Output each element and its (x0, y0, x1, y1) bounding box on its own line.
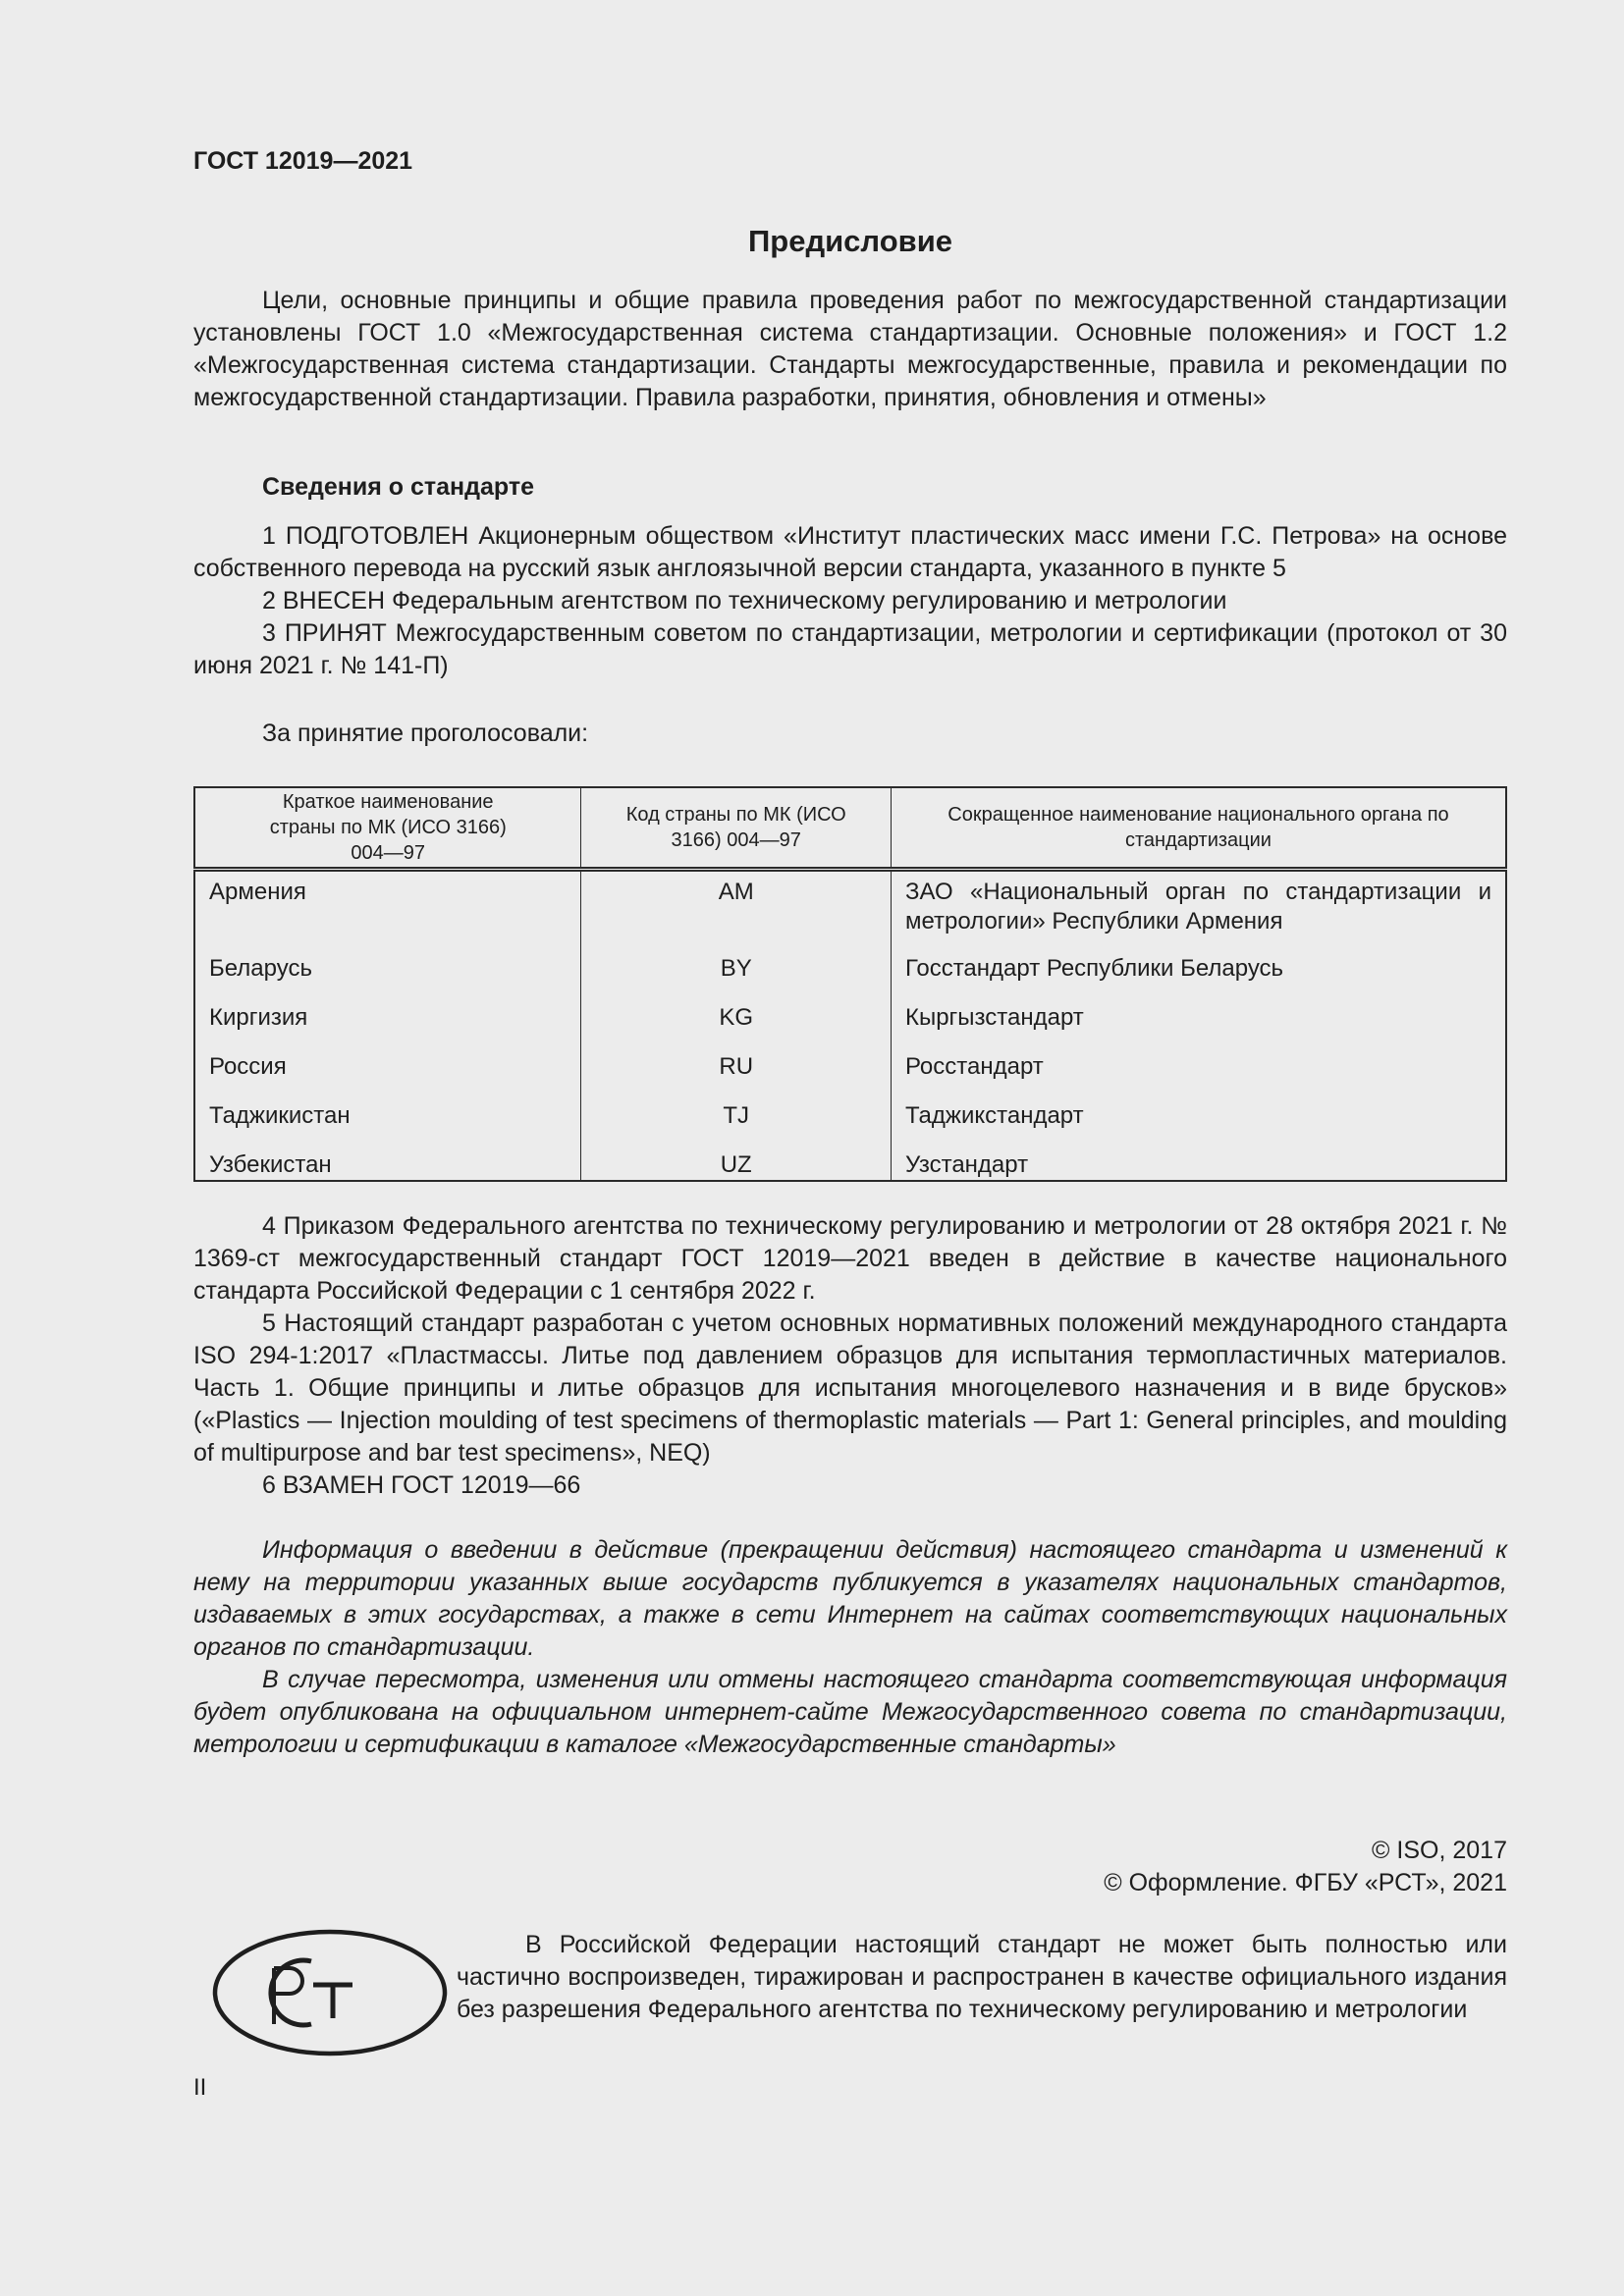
voted-label: За принятие проголосовали: (262, 720, 589, 747)
header-code: Код страны по МК (ИСО 3166) 004—97 (581, 787, 892, 870)
cell-code: TJ (581, 1095, 892, 1145)
intro-paragraph: Цели, основные принципы и общие правила проведения работ по межгосударственной стандартизации установлены ГОСТ 1.0 «Межгосударственная система стандартизации. Основные положения» и ГОСТ 1.2 «Межгосударственная система стандартизации. Стандарты межгосударственные, правила и рекомендации по межгосударственной стандартизации. Правила разработки, принятия, обновления и отмены» (193, 287, 1507, 411)
cell-country: Узбекистан (194, 1145, 581, 1181)
cell-code: AM (581, 870, 892, 948)
document-page (193, 0, 1507, 2296)
notice-block (193, 1534, 1507, 1761)
rf-reproduction-notice: В Российской Федерации настоящий стандарт не может быть полностью или частично воспроизведен, тиражирован и распространен в качестве официального издания без разрешения Федерального агентства по техническому регулированию и метрологии (457, 1931, 1507, 2023)
cell-country: Армения (194, 870, 581, 948)
table-row (194, 1046, 1506, 1095)
item-3: 3 ПРИНЯТ Межгосударственным советом по стандартизации, метрологии и сертификации (протокол от 30 июня 2021 г. № 141-П) (193, 619, 1507, 679)
page-number: II (193, 2074, 207, 2101)
cell-org: Росстандарт (891, 1046, 1506, 1095)
table-row (194, 870, 1506, 948)
items-4-6-block (193, 1210, 1507, 1502)
info-heading-block (193, 473, 1507, 502)
cell-country: Киргизия (194, 997, 581, 1046)
cell-org: Узстандарт (891, 1145, 1506, 1181)
info-heading: Сведения о стандарте (262, 473, 535, 501)
voted-block (193, 718, 1507, 750)
copyright-rst: © Оформление. ФГБУ «РСТ», 2021 (1104, 1869, 1507, 1896)
page-title: Предисловие (747, 224, 952, 258)
cell-country: Беларусь (194, 948, 581, 997)
cell-org: Госстандарт Республики Беларусь (891, 948, 1506, 997)
header-country: Краткое наименование страны по МК (ИСО 3166) 004—97 (194, 787, 581, 870)
table-row (194, 997, 1506, 1046)
notice-paragraph-2: В случае пересмотра, изменения или отмены настоящего стандарта соответствующая информация будет опубликована на официальном интернет-сайте Межгосударственного совета по стандартизации, метрологии и сертификации в каталоге «Межгосударственные стандарты» (193, 1666, 1507, 1758)
notice-paragraph-1: Информация о введении в действие (прекращении действия) настоящего стандарта и изменений к нему на территории указанных выше государств публикуется в указателях национальных стандартов, издаваемых в этих государствах, а также в сети Интернет на сайтах соответствующих национальных органов по стандартизации. (193, 1536, 1507, 1661)
cell-org: ЗАО «Национальный орган по стандартизации и метрологии» Республики Армения (891, 870, 1506, 948)
table-row (194, 1145, 1506, 1181)
table-row (194, 948, 1506, 997)
cell-code: RU (581, 1046, 892, 1095)
intro-block (193, 285, 1507, 414)
cell-country: Россия (194, 1046, 581, 1095)
item-2: 2 ВНЕСЕН Федеральным агентством по техническому регулированию и метрологии (262, 587, 1227, 614)
table-row (194, 1095, 1506, 1145)
cell-org: Кыргызстандарт (891, 997, 1506, 1046)
cell-org: Таджикстандарт (891, 1095, 1506, 1145)
cell-code: BY (581, 948, 892, 997)
item-5: 5 Настоящий стандарт разработан с учетом основных нормативных положений международного стандарта ISO 294-1:2017 «Пластмассы. Литье под давлением образцов для испытания термопластичных материалов. Часть 1. Общие принципы и литье образцов для испытания многоцелевого назначения и в виде брусков» («Plastics — Injection moulding of test specimens of thermoplastic materials — Part 1: General principles, and moulding of multipurpose and bar test specimens», NEQ) (193, 1309, 1507, 1467)
cell-code: UZ (581, 1145, 892, 1181)
cell-country: Таджикистан (194, 1095, 581, 1145)
rst-logo-icon (211, 1928, 449, 2057)
cell-code: KG (581, 997, 892, 1046)
header-org: Сокращенное наименование национального органа по стандартизации (891, 787, 1506, 870)
item-4: 4 Приказом Федерального агентства по техническому регулированию и метрологии от 28 октября 2021 г. № 1369-ст межгосударственный стандарт ГОСТ 12019—2021 введен в действие в качестве национального стандарта Российской Федерации с 1 сентября 2022 г. (193, 1212, 1507, 1305)
voting-table (193, 786, 1507, 1182)
item-6: 6 ВЗАМЕН ГОСТ 12019—66 (262, 1471, 581, 1499)
copyright-iso: © ISO, 2017 (1372, 1837, 1507, 1864)
standard-code-header: ГОСТ 12019—2021 (193, 147, 413, 175)
table-header-row (194, 787, 1506, 870)
item-1: 1 ПОДГОТОВЛЕН Акционерным обществом «Институт пластических масс имени Г.С. Петрова» на основе собственного перевода на русский язык англоязычной версии стандарта, указанного в пункте 5 (193, 522, 1507, 582)
items-1-3-block (193, 520, 1507, 682)
